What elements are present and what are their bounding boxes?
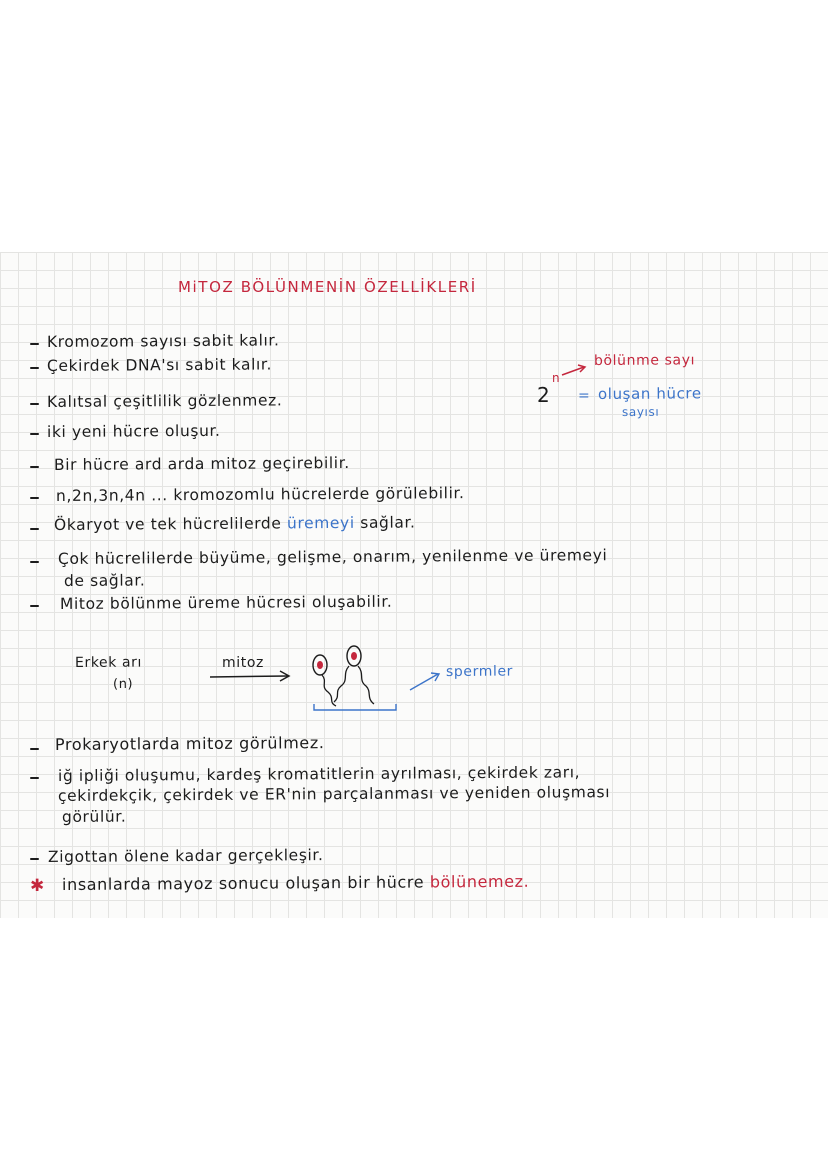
note bbox=[62, 873, 529, 894]
bullet-6: n,2n,3n,4n ... kromozomlu hücrelerde görülebilir. bbox=[55, 484, 465, 505]
bullet-9: Mitoz bölünme üreme hücresi oluşabilir. bbox=[59, 592, 393, 613]
bullet-8: Çok hücrelilerde büyüme, gelişme, onarım, yenilenme ve üremeyi bbox=[57, 546, 608, 568]
formula-base: 2 bbox=[537, 383, 551, 407]
formula-exponent: n bbox=[552, 371, 561, 385]
bullet-dash bbox=[30, 561, 39, 563]
bullet-dash bbox=[30, 433, 39, 435]
note-text: insanlarda mayoz sonucu oluşan bir hücre bbox=[61, 872, 425, 894]
spermler-label: spermler bbox=[445, 663, 514, 680]
bullet-4: iki yeni hücre oluşur. bbox=[46, 421, 221, 441]
bullet-3: Kalıtsal çeşitlilik gözlenmez. bbox=[46, 391, 283, 411]
formula-result: oluşan hücre bbox=[597, 384, 702, 403]
exponent-label: bölünme sayı bbox=[593, 352, 696, 369]
arrow-label: mitoz bbox=[222, 655, 264, 671]
spermler-arrow bbox=[408, 670, 444, 694]
bullet-7-highlight: üremeyi bbox=[286, 513, 355, 533]
exponent-arrow bbox=[560, 362, 590, 378]
bullet-11-end: görülür. bbox=[61, 807, 127, 826]
bullet-7-text: Ökaryot ve tek hücrelilerde bbox=[53, 514, 282, 534]
bullet-dash bbox=[30, 777, 39, 779]
bullet-2: Çekirdek DNA'sı sabit kalır. bbox=[46, 355, 272, 375]
bullet-1: Kromozom sayısı sabit kalır. bbox=[46, 331, 280, 351]
bullet-dash bbox=[30, 497, 39, 499]
bullet-dash bbox=[30, 605, 39, 607]
bullet-11: iğ ipliği oluşumu, kardeş kromatitlerin ayrılması, çekirdek zarı, bbox=[57, 763, 581, 785]
bullet-12: Zigottan ölene kadar gerçekleşir. bbox=[47, 846, 324, 866]
bullet-5: Bir hücre ard arda mitoz geçirebilir. bbox=[53, 453, 350, 474]
bullet-dash bbox=[30, 403, 39, 405]
sperm-cells-drawing bbox=[308, 644, 404, 712]
bullet-7-end: sağlar. bbox=[360, 513, 416, 532]
bullet-dash bbox=[30, 367, 39, 369]
formula-result-cont: sayısı bbox=[621, 404, 660, 419]
formula-equals: = bbox=[578, 388, 591, 404]
bullet-dash bbox=[30, 858, 39, 860]
diagram-source: Erkek arı bbox=[74, 654, 143, 671]
bullet-11-cont: çekirdekçik, çekirdek ve ER'nin parçalanması ve yeniden oluşması bbox=[57, 783, 611, 805]
bullet-dash bbox=[30, 343, 39, 345]
bullet-dash bbox=[30, 748, 39, 750]
page-title: MiTOZ BÖLÜNMENİN ÖZELLİKLERİ bbox=[178, 278, 477, 296]
bullet-dash bbox=[30, 466, 39, 468]
bullet-10: Prokaryotlarda mitoz görülmez. bbox=[54, 733, 325, 754]
bullet-8-cont: de sağlar. bbox=[63, 571, 146, 590]
bullet-dash bbox=[30, 528, 39, 530]
bullet-7 bbox=[54, 513, 416, 534]
note-highlight: bölünemez. bbox=[429, 871, 530, 892]
mitosis-arrow bbox=[208, 668, 292, 684]
star-icon: ✱ bbox=[30, 876, 45, 896]
diagram-source-ploidy: (n) bbox=[112, 676, 134, 692]
